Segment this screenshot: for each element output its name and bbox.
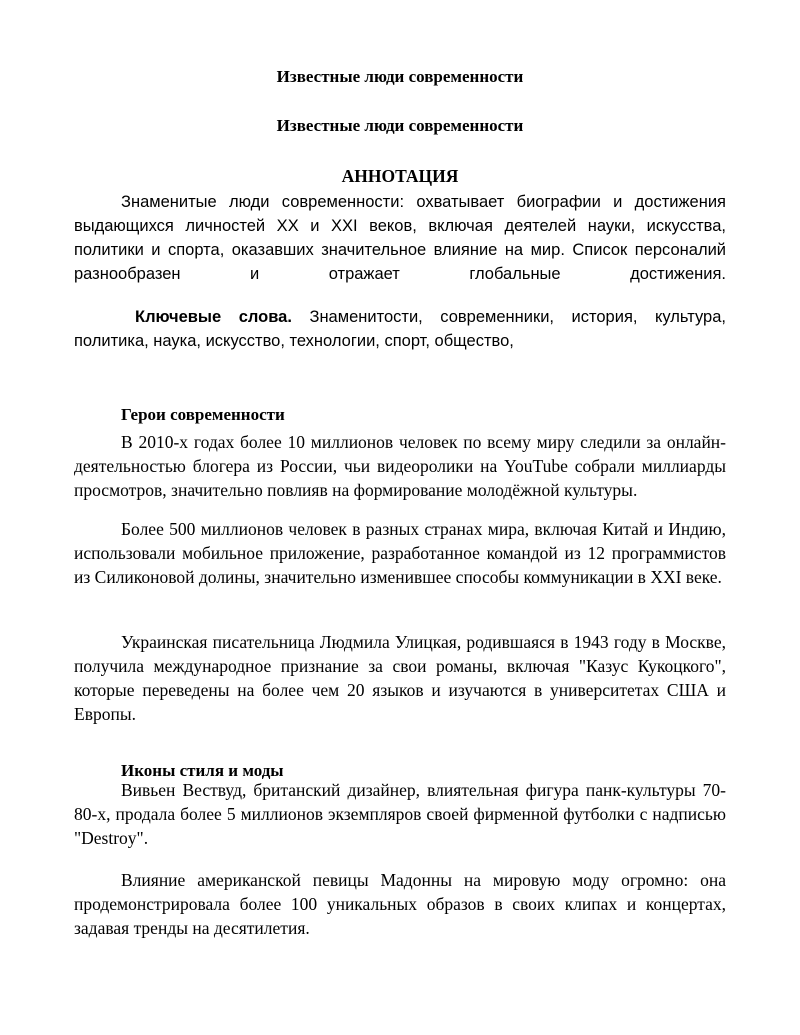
annotation-heading: АННОТАЦИЯ — [341, 166, 459, 186]
document-title: Известные люди современности — [276, 67, 524, 86]
keywords-paragraph — [74, 305, 726, 353]
annotation-text: Знаменитые люди современности: охватывает биографии и достижения выдающихся личностей XX и XXI веков, включая деятелей науки, искусства, политики и спорта, оказавших значительное влияние на мир. Список персоналий разнообразен и отражает глобальные достижения. — [74, 193, 726, 283]
section-2-paragraph-2: Влияние американской певицы Мадонны на мировую моду огромно: она продемонстрировала более 100 уникальных образов в своих клипах и концертах, задавая тренды на десятилетия. — [74, 870, 726, 938]
section-1-paragraph-1: В 2010-х годах более 10 миллионов человек по всему миру следили за онлайн-деятельностью блогера из России, чьи видеоролики на YouTube собрали миллиарды просмотров, значительно повлияв на формирование молодёжной культуры. — [74, 432, 726, 500]
keywords-text: Знаменитости, современники, история, культура, политика, наука, искусство, технологии, спорт, общество, — [74, 308, 726, 350]
section-heading-heroes: Герои современности — [121, 405, 285, 424]
keywords-label: Ключевые слова. — [135, 308, 292, 326]
section-heading-style-icons: Иконы стиля и моды — [121, 761, 284, 780]
section-1-paragraph-2: Более 500 миллионов человек в разных странах мира, включая Китай и Индию, использовали мобильное приложение, разработанное командой из 12 программистов из Силиконовой долины, значительно изменившее способы коммуникации в XXI веке. — [74, 519, 726, 587]
document-subtitle: Известные люди современности — [276, 116, 524, 135]
section-1-paragraph-3: Украинская писательница Людмила Улицкая, родившаяся в 1943 году в Москве, получила международное признание за свои романы, включая "Казус Кукоцкого", которые переведены на более чем 20 языков и изучаются в университетах США и Европы. — [74, 632, 726, 724]
section-2-paragraph-1: Вивьен Вествуд, британский дизайнер, влиятельная фигура панк-культуры 70-80-х, продала более 5 миллионов экземпляров своей фирменной футболки с надписью "Destroy". — [74, 780, 726, 848]
